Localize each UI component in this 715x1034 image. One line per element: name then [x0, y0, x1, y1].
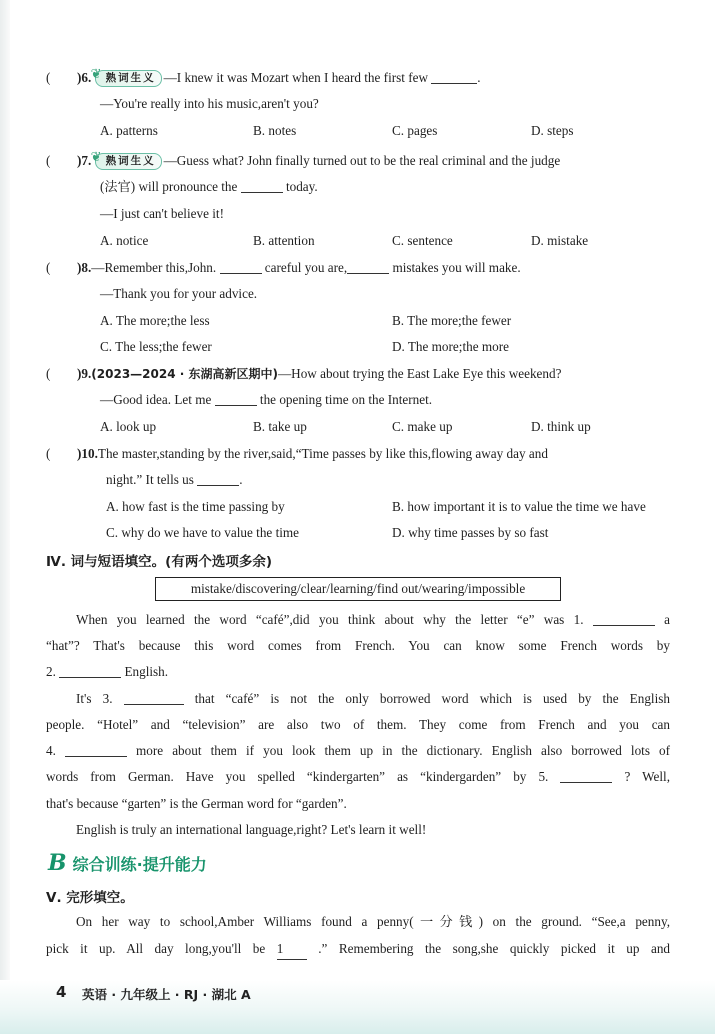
question-text: —I just can't believe it!	[100, 206, 224, 221]
option-b[interactable]: B. how important it is to value the time we have	[392, 499, 646, 514]
answer-paren: (	[46, 446, 51, 461]
option-c[interactable]: C. The less;the fewer	[100, 339, 212, 354]
cloze-blank-1[interactable]: 1	[277, 939, 307, 960]
passage-line: words from German. Have you spelled “kindergarten” as “kindergarden” by 5. ? Well,	[46, 769, 671, 784]
option-a[interactable]: A. notice	[100, 233, 149, 248]
word-bank: mistake/discovering/clear/learning/find out/wearing/impossible	[155, 577, 561, 601]
tag-badge: ❦ 熟词生义	[95, 70, 162, 87]
section-title: Ⅴ. 完形填空。	[46, 890, 134, 906]
leaf-icon: ❦	[90, 150, 102, 165]
question-text: —Guess what? John finally turned out to be the real criminal and the judge	[163, 153, 561, 168]
question-number: )6.	[77, 70, 92, 85]
book-info: 英语 · 九年级上 · RJ · 湖北 A	[82, 987, 251, 1002]
passage-line: When you learned the word “café”,did you think about why the letter “e” was 1. a	[76, 612, 670, 627]
option-c[interactable]: C. why do we have to value the time	[106, 525, 300, 540]
option-d[interactable]: D. mistake	[531, 233, 589, 248]
passage-line: that's because “garten” is the German word for “garden”.	[46, 796, 347, 811]
option-d[interactable]: D. why time passes by so fast	[392, 525, 549, 540]
option-c[interactable]: C. pages	[392, 123, 438, 138]
answer-paren: (	[46, 260, 51, 275]
part-letter: B	[48, 850, 67, 876]
section-title: Ⅳ. 词与短语填空。(有两个选项多余)	[46, 554, 272, 570]
passage-line: English is truly an international language,right? Let's learn it well!	[76, 822, 427, 837]
answer-blank[interactable]	[347, 259, 389, 274]
question-source: (2023—2024 · 东湖高新区期中)	[91, 367, 278, 381]
page-number: 4	[56, 983, 67, 1001]
passage-line: 2. English.	[46, 664, 169, 679]
answer-paren: (	[46, 366, 51, 381]
passage-line: It's 3. that “café” is not the only borrowed word which is used by the English	[76, 691, 670, 706]
part-title: 综合训练·提升能力	[72, 855, 207, 874]
question-text: —Thank you for your advice.	[100, 286, 258, 301]
answer-blank[interactable]	[197, 471, 239, 486]
option-b[interactable]: B. notes	[253, 123, 297, 138]
passage-line: On her way to school,Amber Williams found a penny(一分钱) on the ground. “See,a penny,	[76, 914, 670, 929]
answer-blank-3[interactable]	[124, 690, 184, 705]
passage-line: pick it up. All day long,you'll be 1 .” Remembering the song,she quickly picked it up and	[46, 939, 670, 960]
passage-line: people. “Hotel” and “television” are also two of them. They come from French and you can	[46, 717, 670, 732]
answer-blank-4[interactable]	[65, 742, 127, 757]
passage-line: “hat”? That's because this word comes from French. You can know some French words by	[46, 638, 670, 653]
page-edge-shadow	[0, 0, 10, 1034]
question-text: —How about trying the East Lake Eye this weekend?	[277, 366, 562, 381]
answer-blank-1[interactable]	[593, 611, 655, 626]
option-a[interactable]: A. how fast is the time passing by	[106, 499, 285, 514]
answer-blank[interactable]	[220, 259, 262, 274]
option-c[interactable]: C. sentence	[392, 233, 453, 248]
option-a[interactable]: A. look up	[100, 419, 157, 434]
option-d[interactable]: D. The more;the more	[392, 339, 509, 354]
question-text: —You're really into his music,aren't you?	[100, 96, 319, 111]
tag-badge: ❦ 熟词生义	[95, 153, 162, 170]
passage-line: 4. more about them if you look them up in the dictionary. English also borrowed lots of	[46, 743, 671, 758]
question-number: )8.	[77, 260, 92, 275]
question-text: The master,standing by the river,said,“Time passes by like this,flowing away day and	[97, 446, 548, 461]
question-number: )7.	[77, 153, 92, 168]
option-b[interactable]: B. take up	[253, 419, 307, 434]
answer-paren: (	[46, 153, 51, 168]
option-d[interactable]: D. think up	[531, 419, 591, 434]
option-b[interactable]: B. attention	[253, 233, 315, 248]
option-c[interactable]: C. make up	[392, 419, 453, 434]
answer-paren: (	[46, 70, 51, 85]
question-number: )9.	[77, 366, 92, 381]
answer-blank[interactable]	[431, 69, 477, 84]
question-number: )10.	[77, 446, 98, 461]
option-d[interactable]: D. steps	[531, 123, 574, 138]
part-b-header	[48, 850, 207, 876]
answer-blank[interactable]	[215, 391, 257, 406]
option-a[interactable]: A. patterns	[100, 123, 158, 138]
option-a[interactable]: A. The more;the less	[100, 313, 210, 328]
answer-blank-2[interactable]	[59, 663, 121, 678]
answer-blank-5[interactable]	[560, 768, 612, 783]
answer-blank[interactable]	[241, 178, 283, 193]
option-b[interactable]: B. The more;the fewer	[392, 313, 512, 328]
question-text: —I knew it was Mozart when I heard the first few	[163, 70, 428, 85]
leaf-icon: ❦	[90, 67, 102, 82]
